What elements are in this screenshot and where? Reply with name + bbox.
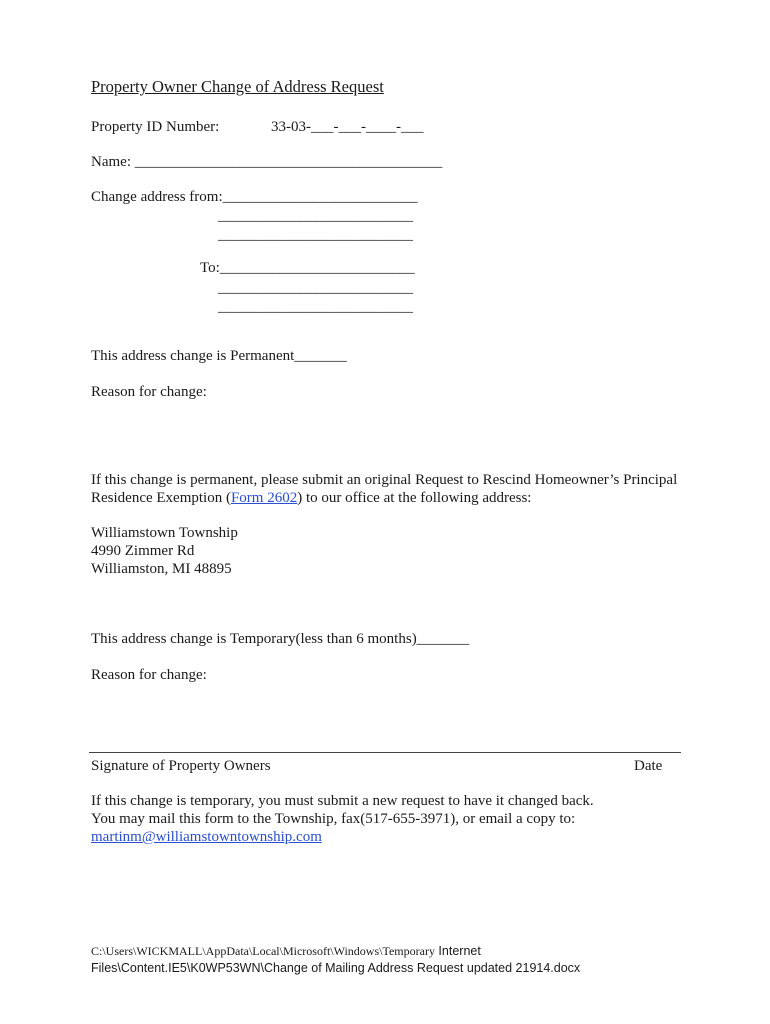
signature-label: Signature of Property Owners (91, 758, 271, 774)
form-2602-link[interactable]: Form 2602 (230, 490, 298, 506)
name-line: _________________________________________ (134, 154, 443, 170)
footer-path-line-1: C:\Users\WICKMALL\AppData\Local\Microsoft\Windows\Temporary Internet (91, 944, 481, 958)
change-from-field (91, 188, 418, 206)
name-label: Name: (91, 154, 135, 170)
change-to-field (200, 259, 415, 277)
footer-path-line-2: Files\Content.IE5\K0WP53WN\Change of Mailing Address Request updated 21914.docx (91, 961, 581, 975)
temporary-note-line-1: If this change is temporary, you must submit a new request to have it changed back. (91, 793, 594, 809)
signature-line (89, 752, 681, 753)
change-to-line-1: __________________________ (219, 260, 415, 276)
change-from-line-1: __________________________ (222, 189, 418, 205)
email-link[interactable]: martinm@williamstowntownship.com (91, 829, 322, 845)
permanent-change-line: This address change is Permanent_______ (91, 348, 347, 364)
document-title: Property Owner Change of Address Request (91, 77, 384, 96)
permanent-reason-label: Reason for change: (91, 384, 207, 400)
temporary-change-line: This address change is Temporary(less than 6 months)_______ (91, 631, 470, 647)
township-street: 4990 Zimmer Rd (91, 543, 195, 559)
township-city: Williamston, MI 48895 (91, 561, 232, 577)
date-label: Date (634, 758, 663, 774)
change-to-line-3: __________________________ (218, 299, 413, 315)
change-from-label: Change address from: (91, 189, 223, 205)
temporary-note-line-2: You may mail this form to the Township, fax(517-655-3971), or email a copy to: (91, 811, 576, 827)
change-to-line-2: __________________________ (218, 280, 413, 296)
township-name: Williamstown Township (91, 525, 238, 541)
change-from-line-2: __________________________ (218, 208, 413, 224)
change-from-line-3: __________________________ (218, 227, 413, 243)
property-id-value: 33-03-___-___-____-___ (271, 119, 424, 135)
property-id-label: Property ID Number: (91, 119, 220, 135)
change-to-label: To: (200, 260, 220, 276)
rescind-instructions-line-1: If this change is permanent, please submit an original Request to Rescind Homeowner’s Principal (91, 472, 678, 488)
temporary-reason-label: Reason for change: (91, 667, 207, 683)
rescind-instructions-line-2: Residence Exemption (Form 2602) to our office at the following address: (91, 490, 532, 506)
name-field (91, 153, 442, 171)
